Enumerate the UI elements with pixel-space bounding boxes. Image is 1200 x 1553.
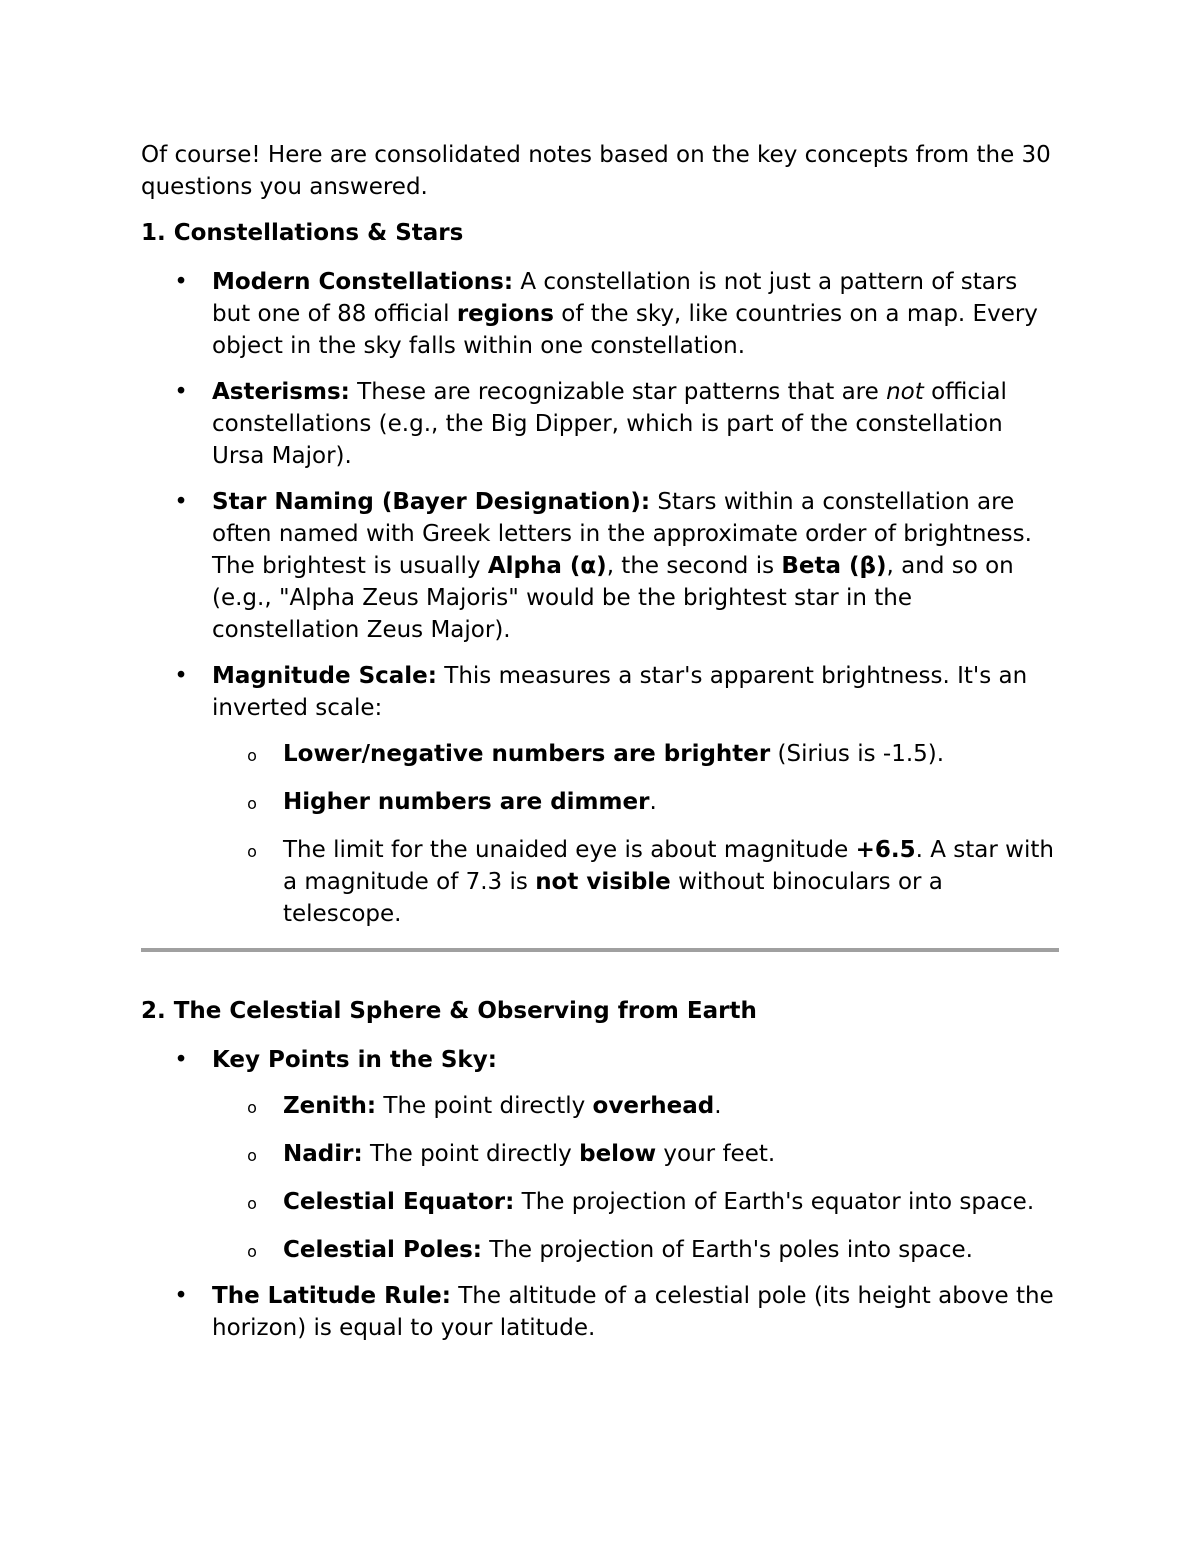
item-text: . A star with a magnitude of 7.3 is [283, 837, 1054, 895]
item-emphasis: Lower/negative numbers are brighter [283, 741, 771, 767]
item-label: The Latitude Rule: [212, 1283, 451, 1309]
section-2-list [141, 1044, 1061, 1344]
list-item-star-naming [174, 486, 1061, 646]
item-text: This measures a star's apparent brightness. It's an inverted scale: [212, 663, 1028, 721]
item-label: Celestial Poles: [283, 1237, 482, 1263]
key-points-sublist [212, 1090, 1061, 1266]
item-emphasis: below [579, 1141, 657, 1167]
item-emphasis: overhead [592, 1093, 715, 1119]
sub-item-celestial-equator [247, 1186, 1061, 1218]
circle-bullet-icon: o [247, 1194, 257, 1213]
sub-item-celestial-poles [247, 1234, 1061, 1266]
item-label: Magnitude Scale: [212, 663, 437, 689]
item-label: Zenith: [283, 1093, 377, 1119]
item-text: The limit for the unaided eye is about magnitude [283, 837, 856, 863]
item-text: A constellation is not just a pattern of stars but one of 88 official [212, 269, 1018, 327]
item-text: These are recognizable star patterns that are [349, 379, 887, 405]
item-label: Celestial Equator: [283, 1189, 515, 1215]
circle-bullet-icon: o [247, 1242, 257, 1261]
list-item-key-points [174, 1044, 1061, 1266]
item-text: The point directly [362, 1141, 580, 1167]
list-item-latitude-rule [174, 1280, 1061, 1344]
list-item-modern-constellations [174, 266, 1061, 362]
circle-bullet-icon: o [247, 1098, 257, 1117]
item-text: , the second is [606, 553, 782, 579]
magnitude-sublist [212, 738, 1061, 930]
item-emphasis: Beta (β) [781, 553, 887, 579]
item-text: your feet. [656, 1141, 776, 1167]
sub-item-nadir [247, 1138, 1061, 1170]
section-2-heading: 2. The Celestial Sphere & Observing from Earth [141, 998, 757, 1024]
sub-item-zenith [247, 1090, 1061, 1122]
item-text: The point directly [376, 1093, 593, 1119]
item-label: Nadir: [283, 1141, 363, 1167]
item-emphasis: not visible [535, 869, 671, 895]
item-text: (Sirius is -1.5). [770, 741, 945, 767]
item-text: , and so on (e.g., "Alpha Zeus Majoris" would be the brightest star in the constellation Zeus Major). [212, 553, 1014, 643]
list-item-magnitude-scale [174, 660, 1061, 930]
item-text: without binoculars or a telescope. [283, 869, 943, 927]
item-italic: not [886, 379, 924, 405]
item-text: The altitude of a celestial pole (its height above the horizon) is equal to your latitude. [212, 1283, 1054, 1341]
item-emphasis: Higher numbers are dimmer [283, 789, 650, 815]
section-1-list [141, 266, 1061, 930]
circle-bullet-icon: o [247, 746, 257, 765]
bullet-icon: • [174, 1047, 188, 1073]
circle-bullet-icon: o [247, 794, 257, 813]
item-emphasis: regions [456, 301, 554, 327]
item-text: official constellations (e.g., the Big Dipper, which is part of the constellation Ursa Major). [212, 379, 1007, 469]
item-text: . [714, 1093, 722, 1119]
item-label: Modern Constellations: [212, 269, 514, 295]
bullet-icon: • [174, 379, 188, 405]
item-text: of the sky, like countries on a map. Every object in the sky falls within one constellation. [212, 301, 1038, 359]
sub-item-unaided-eye-limit [247, 834, 1061, 930]
horizontal-divider [141, 948, 1059, 952]
item-text: . [649, 789, 657, 815]
item-text: The projection of Earth's poles into space. [481, 1237, 973, 1263]
sub-item-higher-dimmer [247, 786, 1061, 818]
intro-paragraph: Of course! Here are consolidated notes based on the key concepts from the 30 questions you answered. [141, 142, 1051, 200]
section-2 [141, 996, 1061, 1344]
item-label: Star Naming (Bayer Designation): [212, 489, 651, 515]
item-label: Asterisms: [212, 379, 350, 405]
circle-bullet-icon: o [247, 842, 257, 861]
bullet-icon: • [174, 663, 188, 689]
item-label: Key Points in the Sky: [212, 1047, 497, 1073]
list-item-asterisms [174, 376, 1061, 472]
bullet-icon: • [174, 1283, 188, 1309]
item-emphasis: Alpha (α) [487, 553, 607, 579]
section-1-heading: 1. Constellations & Stars [141, 220, 464, 246]
item-text: The projection of Earth's equator into space. [514, 1189, 1035, 1215]
circle-bullet-icon: o [247, 1146, 257, 1165]
bullet-icon: • [174, 269, 188, 295]
sub-item-lower-brighter [247, 738, 1061, 770]
item-text: Stars within a constellation are often named with Greek letters in the approximate order of brightness. The brightest is usually [212, 489, 1032, 579]
bullet-icon: • [174, 489, 188, 515]
item-emphasis: +6.5 [855, 837, 916, 863]
document-page [141, 140, 1061, 1358]
